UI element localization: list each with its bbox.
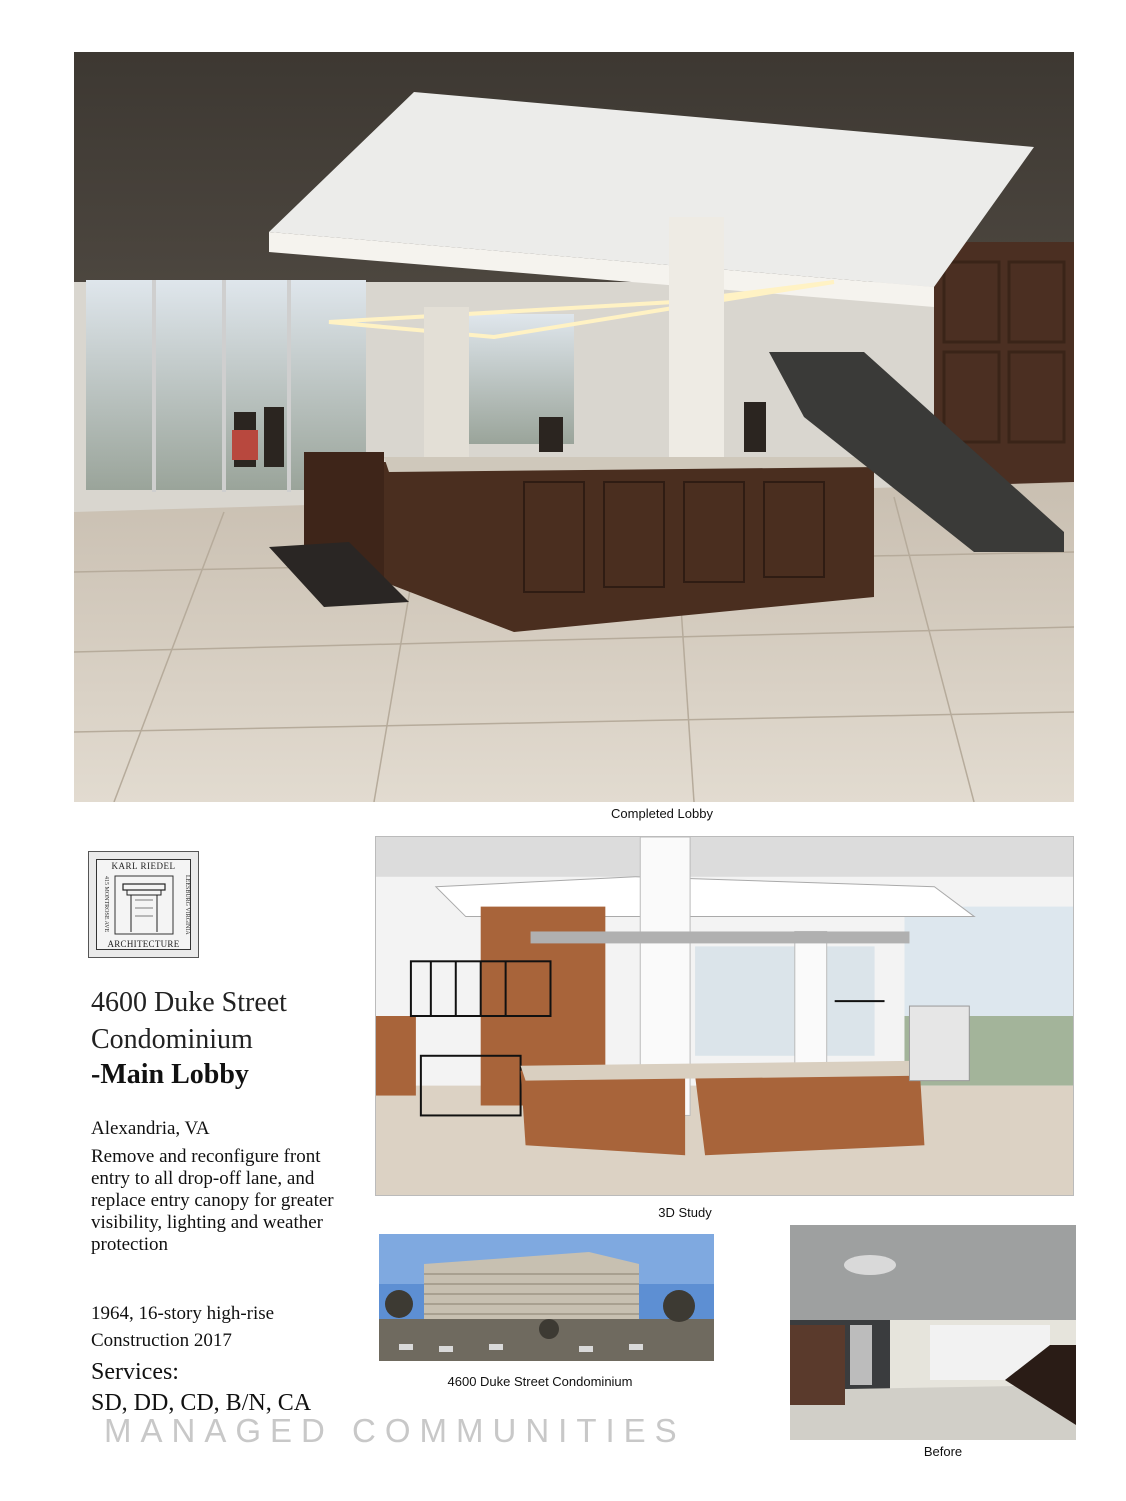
- before-lobby-photo: [790, 1225, 1076, 1440]
- logo-frame: [96, 859, 191, 950]
- logo-city-text: LEESBURG VIRGINIA: [184, 874, 190, 935]
- building-exterior-photo: [379, 1234, 714, 1361]
- caption-building: 4600 Duke Street Condominium: [447, 1374, 633, 1389]
- project-location: Alexandria, VA: [91, 1118, 210, 1139]
- caption-before: Before: [923, 1444, 963, 1459]
- caption-3d-study: 3D Study: [658, 1205, 712, 1220]
- completed-lobby-photo: [74, 52, 1074, 802]
- caption-completed-lobby: Completed Lobby: [611, 806, 713, 821]
- logo-firm-name: KARL RIEDEL: [111, 861, 176, 871]
- fact-construction: Construction 2017: [91, 1330, 232, 1351]
- project-facts: [91, 1300, 274, 1354]
- logo-architecture: ARCHITECTURE: [107, 939, 180, 949]
- project-subtitle: -Main Lobby: [91, 1059, 249, 1090]
- project-title: [91, 984, 287, 1058]
- fact-year: 1964, 16-story high-rise: [91, 1303, 275, 1324]
- project-title-line1: 4600 Duke Street: [91, 987, 287, 1018]
- column-capital-icon: [113, 874, 175, 936]
- services-list: SD, DD, CD, B/N, CA: [91, 1390, 312, 1416]
- project-title-line2: Condominium: [91, 1024, 253, 1055]
- services-label: Services:: [91, 1359, 179, 1385]
- firm-logo: [88, 851, 199, 958]
- project-description: Remove and reconfigure front entry to all drop-off lane, and replace entry canopy for greater visibility, lighting and weather protection: [91, 1146, 334, 1255]
- 3d-study-render: [375, 836, 1074, 1196]
- category-watermark: MANAGED COMMUNITIES: [104, 1412, 686, 1449]
- logo-address-text: 415 MONTROSE AVE: [103, 876, 109, 933]
- project-services: [91, 1357, 311, 1419]
